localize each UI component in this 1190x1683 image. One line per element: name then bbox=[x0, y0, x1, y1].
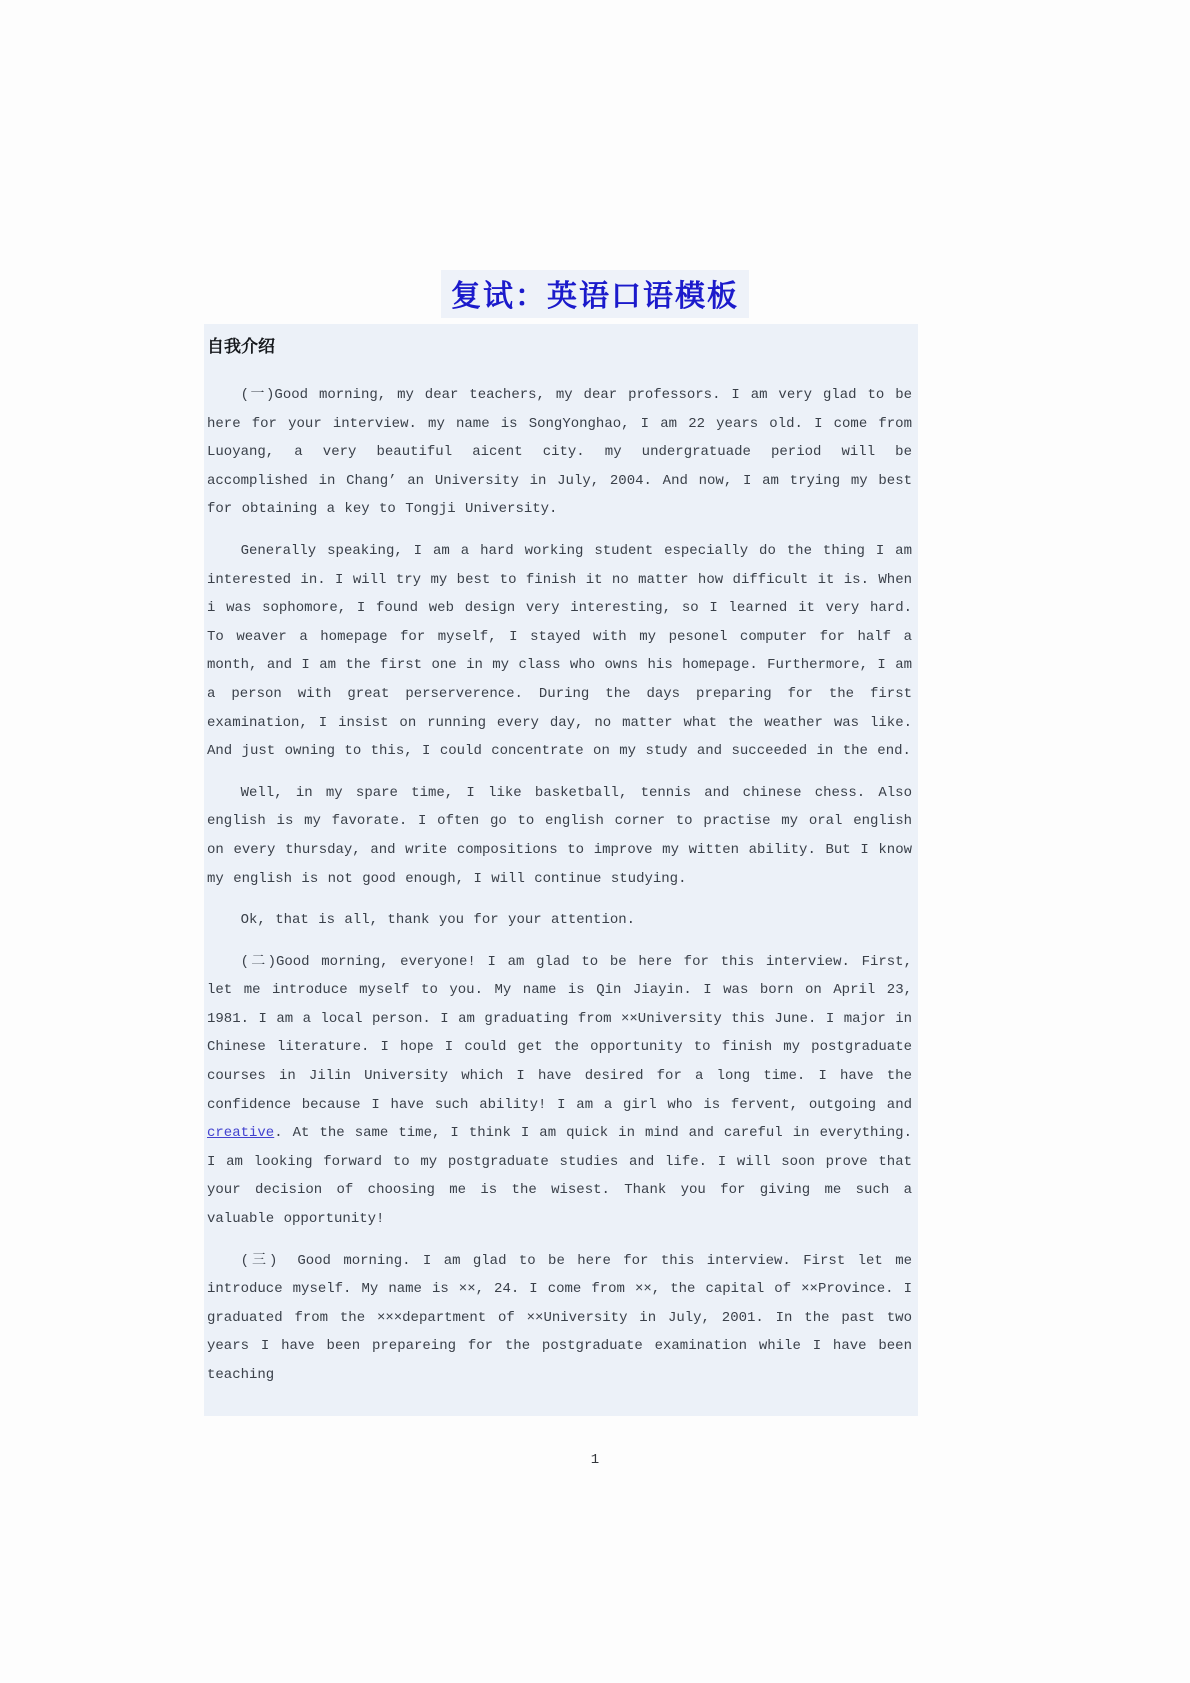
paragraph-5-text-after: . At the same time, I think I am quick in mind and careful in everything. I am looking forward to my postgraduate studies and life. I will soon prove that your decision of choosing me is the wisest. Thank you for giving me such a valuable opportunity! bbox=[207, 1125, 912, 1228]
paragraph-3: Well, in my spare time, I like basketball, tennis and chinese chess. Also english is my favorate. I often go to english corner to practise my oral english on every thursday, and write compositions to improve my witten ability. But I know my english is not good enough, I will continue studying. bbox=[207, 784, 912, 887]
paragraph-5-text-before: (二)Good morning, everyone! I am glad to be here for this interview. First, let me introduce myself to you. My name is Qin Jiayin. I was born on April 23, 1981. I am a local person. I am graduating from ××University this June. I major in Chinese literature. I hope I could get the opportunity to finish my postgraduate courses in Jilin University which I have desired for a long time. I have the confidence because I have such ability! I am a girl who is fervent, outgoing and bbox=[207, 953, 912, 1113]
creative-hyperlink[interactable]: creative bbox=[207, 1125, 275, 1142]
paragraph-6: (三) Good morning. I am glad to be here for this interview. First let me introduce myself. My name is ××, 24. I come from ××, the capital of ××Province. I graduated from the ×××department of ××University in July, 2001. In the past two years I have been prepareing for the postgraduate examination while I have been teaching bbox=[207, 1252, 912, 1383]
page-title-text: 复试：英语口语模板 bbox=[441, 270, 749, 318]
page-number: 1 bbox=[590, 1452, 600, 1468]
paragraph-1: (一)Good morning, my dear teachers, my dear professors. I am very glad to be here for your interview. my name is SongYonghao, I am 22 years old. I come from Luoyang, a very beautiful aicent city. my undergratuade period will be accomplished in Chang’ an University in July, 2004. And now, I am trying my best for obtaining a key to Tongji University. bbox=[207, 387, 912, 518]
paragraph-2: Generally speaking, I am a hard working student especially do the thing I am interested in. I will try my best to finish it no matter how difficult it is. When i was sophomore, I found web design very interesting, so I learned it very hard. To weaver a homepage for myself, I stayed with my pesonel computer for half a month, and I am the first one in my class who owns his homepage. Furthermore, I am a person with great perserverence. During the days preparing for the first examination, I insist on running every day, no matter what the weather was like. And just owning to this, I could concentrate on my study and succeeded in the end. bbox=[207, 542, 912, 760]
section-heading: 自我介绍 bbox=[207, 337, 275, 357]
paragraph-4: Ok, that is all, thank you for your attention. bbox=[240, 912, 636, 929]
page-title bbox=[0, 270, 1190, 318]
paragraph-5 bbox=[207, 948, 912, 1234]
document-body bbox=[204, 324, 918, 1416]
